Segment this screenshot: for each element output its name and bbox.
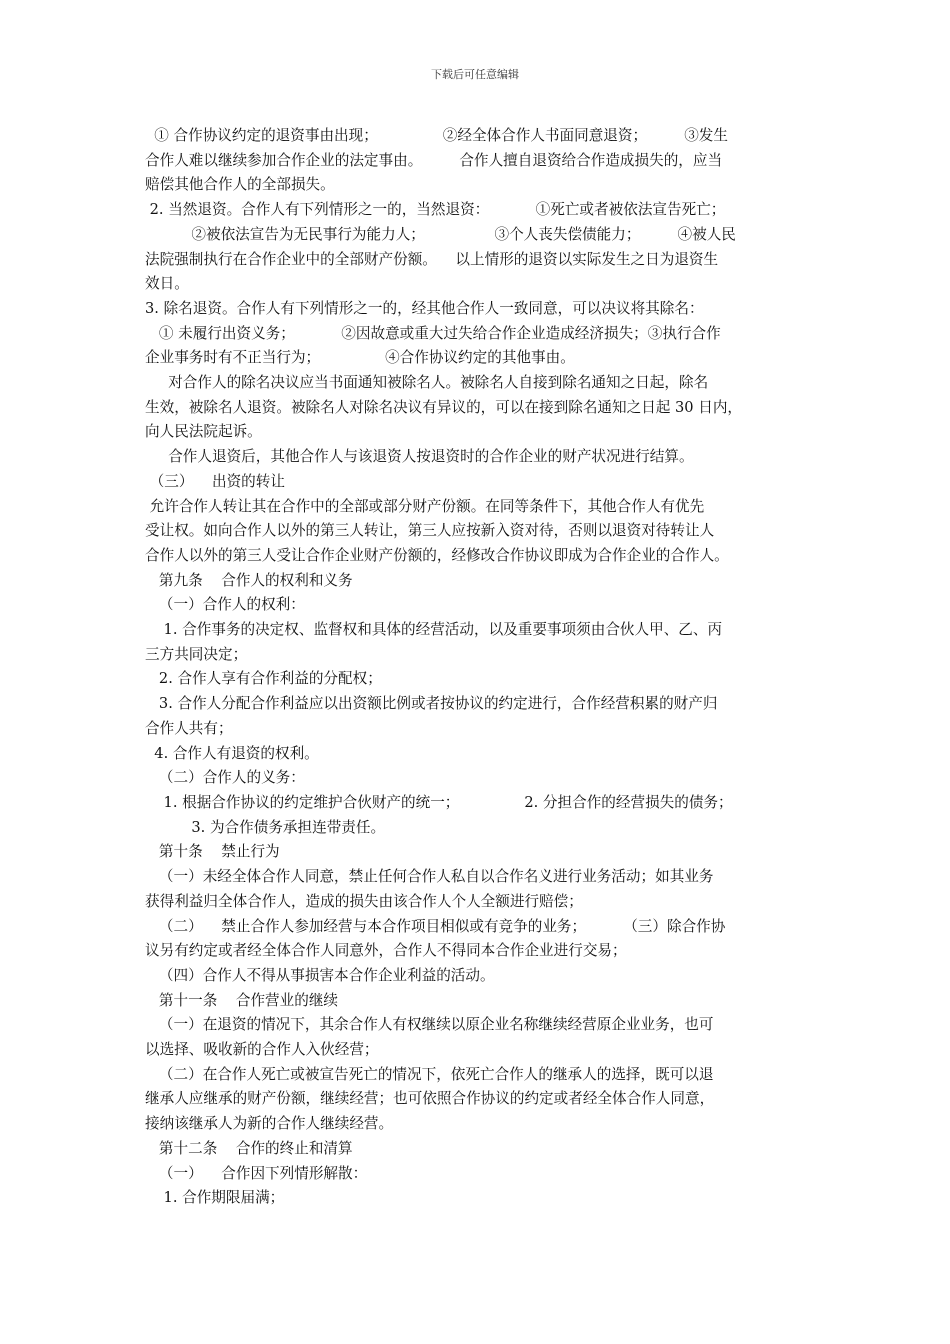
text-line: 合作人难以继续参加合作企业的法定事由。 合作人擅自退资给合作造成损失的，应当 (145, 151, 723, 169)
text-line: 第九条 合作人的权利和义务 (145, 571, 353, 589)
text-line: 2. 当然退资。合作人有下列情形之一的，当然退资： ①死亡或者被依法宣告死亡； (145, 201, 726, 219)
page-header: 下载后可任意编辑 (431, 68, 519, 81)
text-line: 以选择、吸收新的合作人入伙经营； (145, 1041, 379, 1059)
text-line: 合作人以外的第三人受让合作企业财产份额的，经修改合作协议即成为合作企业的合作人。 (145, 546, 729, 564)
text-line: 三方共同决定； (145, 645, 248, 663)
text-line: 第十二条 合作的终止和清算 (145, 1139, 353, 1157)
text-line: 1. 根据合作协议的约定维护合伙财产的统一； 2. 分担合作的经营损失的债务； (145, 793, 733, 811)
text-line: ① 合作协议约定的退资事由出现； ②经全体合作人书面同意退资； ③发生 (145, 127, 728, 144)
text-line: 赔偿其他合作人的全部损失。 (145, 176, 335, 194)
text-line: （二）在合作人死亡或被宣告死亡的情况下，依死亡合作人的继承人的选择，既可以退 (145, 1065, 714, 1083)
text-line: 法院强制执行在合作企业中的全部财产份额。 以上情形的退资以实际发生之日为退资生 (145, 250, 719, 268)
text-line: 接纳该继承人为新的合作人继续经营。 (145, 1115, 394, 1133)
text-line: （三） 出资的转让 (145, 472, 285, 490)
text-line: 议另有约定或者经全体合作人同意外，合作人不得同本合作企业进行交易； (145, 942, 627, 960)
text-line: 4. 合作人有退资的权利。 (145, 744, 319, 762)
text-line: （二） 禁止合作人参加经营与本合作项目相似或有竞争的业务； （三）除合作协 (145, 917, 726, 935)
text-line: 对合作人的除名决议应当书面通知被除名人。被除名人自接到除名通知之日起，除名 (145, 374, 709, 392)
text-line: （一）在退资的情况下，其余合作人有权继续以原企业名称继续经营原企业业务，也可 (145, 1016, 714, 1034)
text-line: 效日。 (145, 275, 189, 293)
text-line: 3. 为合作债务承担连带责任。 (145, 818, 386, 836)
text-line: （四）合作人不得从事损害本合作企业利益的活动。 (145, 966, 495, 984)
text-line: 合作人共有； (145, 719, 233, 737)
text-line: （二）合作人的义务： (145, 769, 305, 787)
text-line: 获得利益归全体合作人，造成的损失由该合作人个人全额进行赔偿； (145, 892, 583, 910)
text-line: 1. 合作期限届满； (145, 1189, 285, 1207)
text-line: 继承人应继承的财产份额，继续经营；也可依照合作协议的约定或者经全体合作人同意， (145, 1090, 715, 1108)
text-line: （一）未经全体合作人同意，禁止任何合作人私自以合作名义进行业务活动；如其业务 (145, 868, 714, 886)
text-line: ① 未履行出资义务； ②因故意或重大过失给合作企业造成经济损失；③执行合作 (145, 324, 721, 342)
text-line: 企业事务时有不正当行为； ④合作协议约定的其他事由。 (145, 349, 575, 367)
text-line: 合作人退资后，其他合作人与该退资人按退资时的合作企业的财产状况进行结算。 (145, 448, 694, 466)
text-line: 生效，被除名人退资。被除名人对除名决议有异议的，可以在接到除名通知之日起 30 日内， (145, 398, 743, 416)
text-line: 第十条 禁止行为 (145, 843, 280, 861)
text-line: 受让权。如向合作人以外的第三人转让，第三人应按新入资对待，否则以退资对待转让人 (145, 522, 715, 540)
text-line: 第十一条 合作营业的继续 (145, 991, 339, 1009)
text-line: ②被依法宣告为无民事行为能力人； ③个人丧失偿债能力； ④被人民 (145, 225, 736, 243)
text-line: 允许合作人转让其在合作中的全部或部分财产份额。在同等条件下，其他合作人有优先 (145, 497, 705, 515)
text-line: （一）合作人的权利： (145, 596, 305, 614)
text-line: 3. 除名退资。合作人有下列情形之一的，经其他合作人一致同意，可以决议将其除名： (145, 299, 704, 317)
text-line: （一） 合作因下列情形解散： (145, 1164, 368, 1182)
text-line: 向人民法院起诉。 (145, 423, 262, 441)
text-line: 3. 合作人分配合作利益应以出资额比例或者按协议的约定进行，合作经营积累的财产归 (145, 695, 718, 713)
text-line: 2. 合作人享有合作利益的分配权； (145, 670, 382, 688)
text-line: 1. 合作事务的决定权、监督权和具体的经营活动，以及重要事项须由合伙人甲、乙、丙 (145, 621, 723, 639)
document-body (145, 124, 810, 1211)
